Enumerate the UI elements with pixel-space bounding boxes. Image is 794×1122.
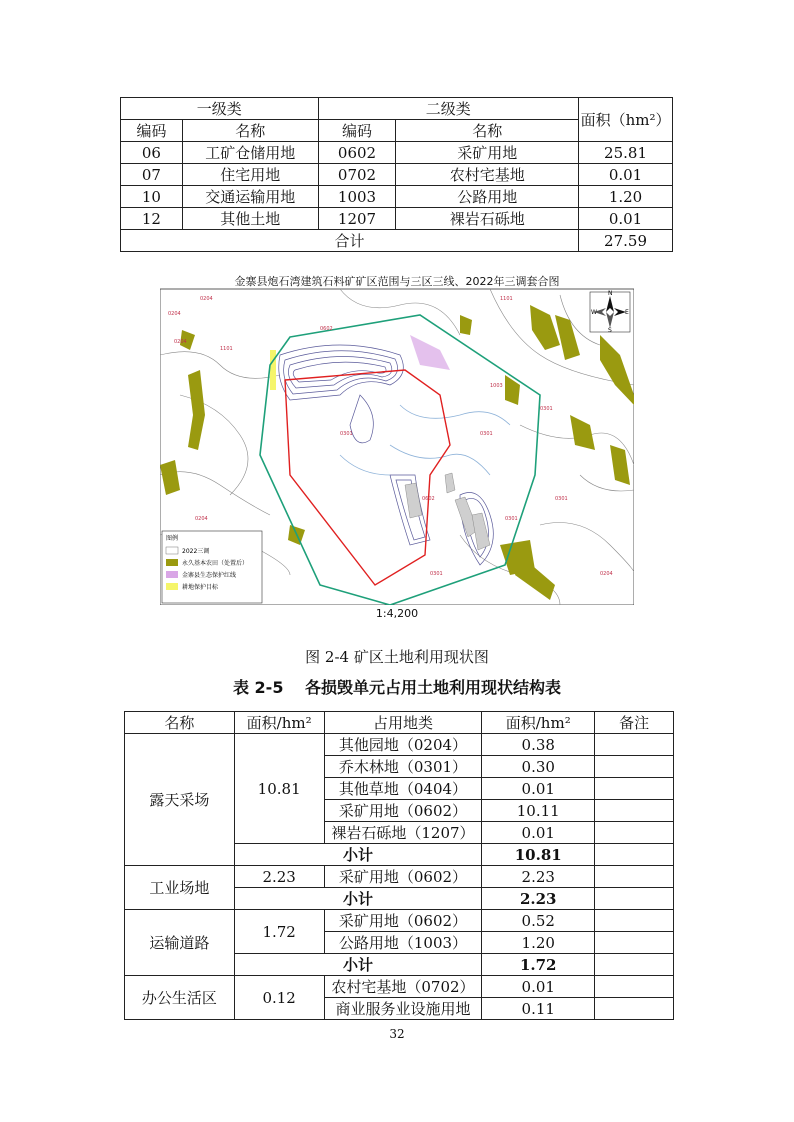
legend-swatch xyxy=(166,583,178,590)
note-cell xyxy=(595,844,674,866)
parcel-label: 1101 xyxy=(220,346,233,352)
name-header: 名称 xyxy=(396,120,579,142)
compass-s: S xyxy=(608,327,612,334)
note-cell xyxy=(595,800,674,822)
cell: 其他园地（0204） xyxy=(324,734,482,756)
parcel-label: 0602 xyxy=(422,496,435,502)
map-title: 金寨县炮石湾建筑石料矿矿区范围与三区三线、2022年三调套合图 xyxy=(234,275,560,288)
cell: 25.81 xyxy=(579,142,673,164)
cell: 12 xyxy=(121,208,183,230)
cell: 1.20 xyxy=(482,932,595,954)
cell: 0.01 xyxy=(482,976,595,998)
cell: 0.01 xyxy=(579,208,673,230)
compass-w: W xyxy=(591,309,597,316)
land-class-table xyxy=(120,97,673,252)
unit-name: 露天采场 xyxy=(125,734,235,866)
table-row xyxy=(125,976,674,998)
compass-e: E xyxy=(625,309,629,316)
total-value: 27.59 xyxy=(579,230,673,252)
unit-area: 10.81 xyxy=(234,734,324,844)
cell: 0.01 xyxy=(482,822,595,844)
table-row xyxy=(125,866,674,888)
legend-swatch xyxy=(166,547,178,554)
total-label: 合计 xyxy=(121,230,579,252)
legend-title: 图例 xyxy=(166,535,179,542)
parcel-label: 0204 xyxy=(600,571,613,577)
unit-area: 1.72 xyxy=(234,910,324,954)
subtotal-label: 小计 xyxy=(234,888,482,910)
cell: 其他草地（0404） xyxy=(324,778,482,800)
cell: 0.01 xyxy=(482,778,595,800)
cell: 1207 xyxy=(318,208,396,230)
unit-name: 办公生活区 xyxy=(125,976,235,1020)
col-header: 面积/hm² xyxy=(234,712,324,734)
cell: 0702 xyxy=(318,164,396,186)
cell: 0.52 xyxy=(482,910,595,932)
cell: 公路用地（1003） xyxy=(324,932,482,954)
cell: 0.01 xyxy=(579,164,673,186)
legend-swatch xyxy=(166,559,178,566)
unit-name: 工业场地 xyxy=(125,866,235,910)
cell: 乔木林地（0301） xyxy=(324,756,482,778)
cell: 商业服务业设施用地 xyxy=(324,998,482,1020)
cell: 1.20 xyxy=(579,186,673,208)
note-cell xyxy=(595,866,674,888)
note-cell xyxy=(595,932,674,954)
cell: 交通运输用地 xyxy=(182,186,318,208)
name-header: 名称 xyxy=(182,120,318,142)
legend-label: 金寨县生态保护红线 xyxy=(182,572,237,579)
cell: 农村宅基地（0702） xyxy=(324,976,482,998)
figure-caption: 图 2-4 矿区土地利用现状图 xyxy=(305,648,489,666)
parcel-label: 0204 xyxy=(168,311,181,317)
farmland-protection-strip xyxy=(270,350,276,390)
subtotal-label: 小计 xyxy=(234,954,482,976)
parcel-label: 0301 xyxy=(555,496,568,502)
cell: 10.11 xyxy=(482,800,595,822)
map-legend xyxy=(162,531,262,603)
unit-name: 运输道路 xyxy=(125,910,235,976)
note-cell xyxy=(595,954,674,976)
cell: 采矿用地（0602） xyxy=(324,800,482,822)
parcel-label: 0301 xyxy=(540,406,553,412)
parcel-label: 0204 xyxy=(174,339,187,345)
cell: 0.38 xyxy=(482,734,595,756)
unit-area: 0.12 xyxy=(234,976,324,1020)
parcel-label: 0602 xyxy=(320,326,333,332)
parcel-label: 0301 xyxy=(505,516,518,522)
code-header: 编码 xyxy=(121,120,183,142)
note-cell xyxy=(595,976,674,998)
cell: 2.23 xyxy=(482,866,595,888)
note-cell xyxy=(595,822,674,844)
level1-header: 一级类 xyxy=(121,98,319,120)
note-cell xyxy=(595,778,674,800)
note-cell xyxy=(595,910,674,932)
parcel-label: 1003 xyxy=(490,383,503,389)
table-row xyxy=(125,734,674,756)
table-row xyxy=(121,186,673,208)
compass-n: N xyxy=(608,290,613,297)
cell: 工矿仓储用地 xyxy=(182,142,318,164)
land-use-map xyxy=(160,275,634,605)
cell: 裸岩石砾地 xyxy=(396,208,579,230)
note-cell xyxy=(595,998,674,1020)
parcel-label: 1101 xyxy=(500,296,513,302)
note-cell xyxy=(595,734,674,756)
col-header: 占用地类 xyxy=(324,712,482,734)
cell: 0602 xyxy=(318,142,396,164)
note-cell xyxy=(595,888,674,910)
parcel-label: 0204 xyxy=(195,516,208,522)
page-number: 32 xyxy=(389,1027,405,1041)
parcel-label: 0301 xyxy=(340,431,353,437)
cell: 采矿用地（0602） xyxy=(324,910,482,932)
map-scale: 1:4,200 xyxy=(375,607,419,620)
cell: 0.30 xyxy=(482,756,595,778)
table-row xyxy=(121,208,673,230)
damage-unit-table xyxy=(124,711,674,1020)
code-header: 编码 xyxy=(318,120,396,142)
legend-label: 耕地保护目标 xyxy=(182,584,219,591)
legend-label: 永久基本农田（处置后） xyxy=(182,560,249,567)
parcel-label: 0301 xyxy=(480,431,493,437)
col-header: 备注 xyxy=(595,712,674,734)
subtotal-value: 10.81 xyxy=(482,844,595,866)
unit-area: 2.23 xyxy=(234,866,324,888)
legend-label: 2022三调 xyxy=(182,548,210,555)
area-header: 面积（hm²） xyxy=(579,98,673,142)
cell: 住宅用地 xyxy=(182,164,318,186)
total-row xyxy=(121,230,673,252)
parcel-label: 0204 xyxy=(200,296,213,302)
table-row xyxy=(121,142,673,164)
cell: 其他土地 xyxy=(182,208,318,230)
legend-swatch xyxy=(166,571,178,578)
col-header: 名称 xyxy=(125,712,235,734)
compass-icon xyxy=(590,290,630,334)
cell: 采矿用地（0602） xyxy=(324,866,482,888)
level2-header: 二级类 xyxy=(318,98,578,120)
col-header: 面积/hm² xyxy=(482,712,595,734)
cell: 农村宅基地 xyxy=(396,164,579,186)
subtotal-label: 小计 xyxy=(234,844,482,866)
table-header-row xyxy=(125,712,674,734)
subtotal-value: 1.72 xyxy=(482,954,595,976)
cell: 07 xyxy=(121,164,183,186)
table-row xyxy=(125,910,674,932)
cell: 1003 xyxy=(318,186,396,208)
cell: 公路用地 xyxy=(396,186,579,208)
cell: 10 xyxy=(121,186,183,208)
cell: 0.11 xyxy=(482,998,595,1020)
table-caption: 表 2-5 各损毁单元占用土地利用现状结构表 xyxy=(232,678,562,697)
cell: 采矿用地 xyxy=(396,142,579,164)
cell: 06 xyxy=(121,142,183,164)
cell: 裸岩石砾地（1207） xyxy=(324,822,482,844)
table-row xyxy=(121,164,673,186)
subtotal-value: 2.23 xyxy=(482,888,595,910)
parcel-label: 0301 xyxy=(430,571,443,577)
note-cell xyxy=(595,756,674,778)
